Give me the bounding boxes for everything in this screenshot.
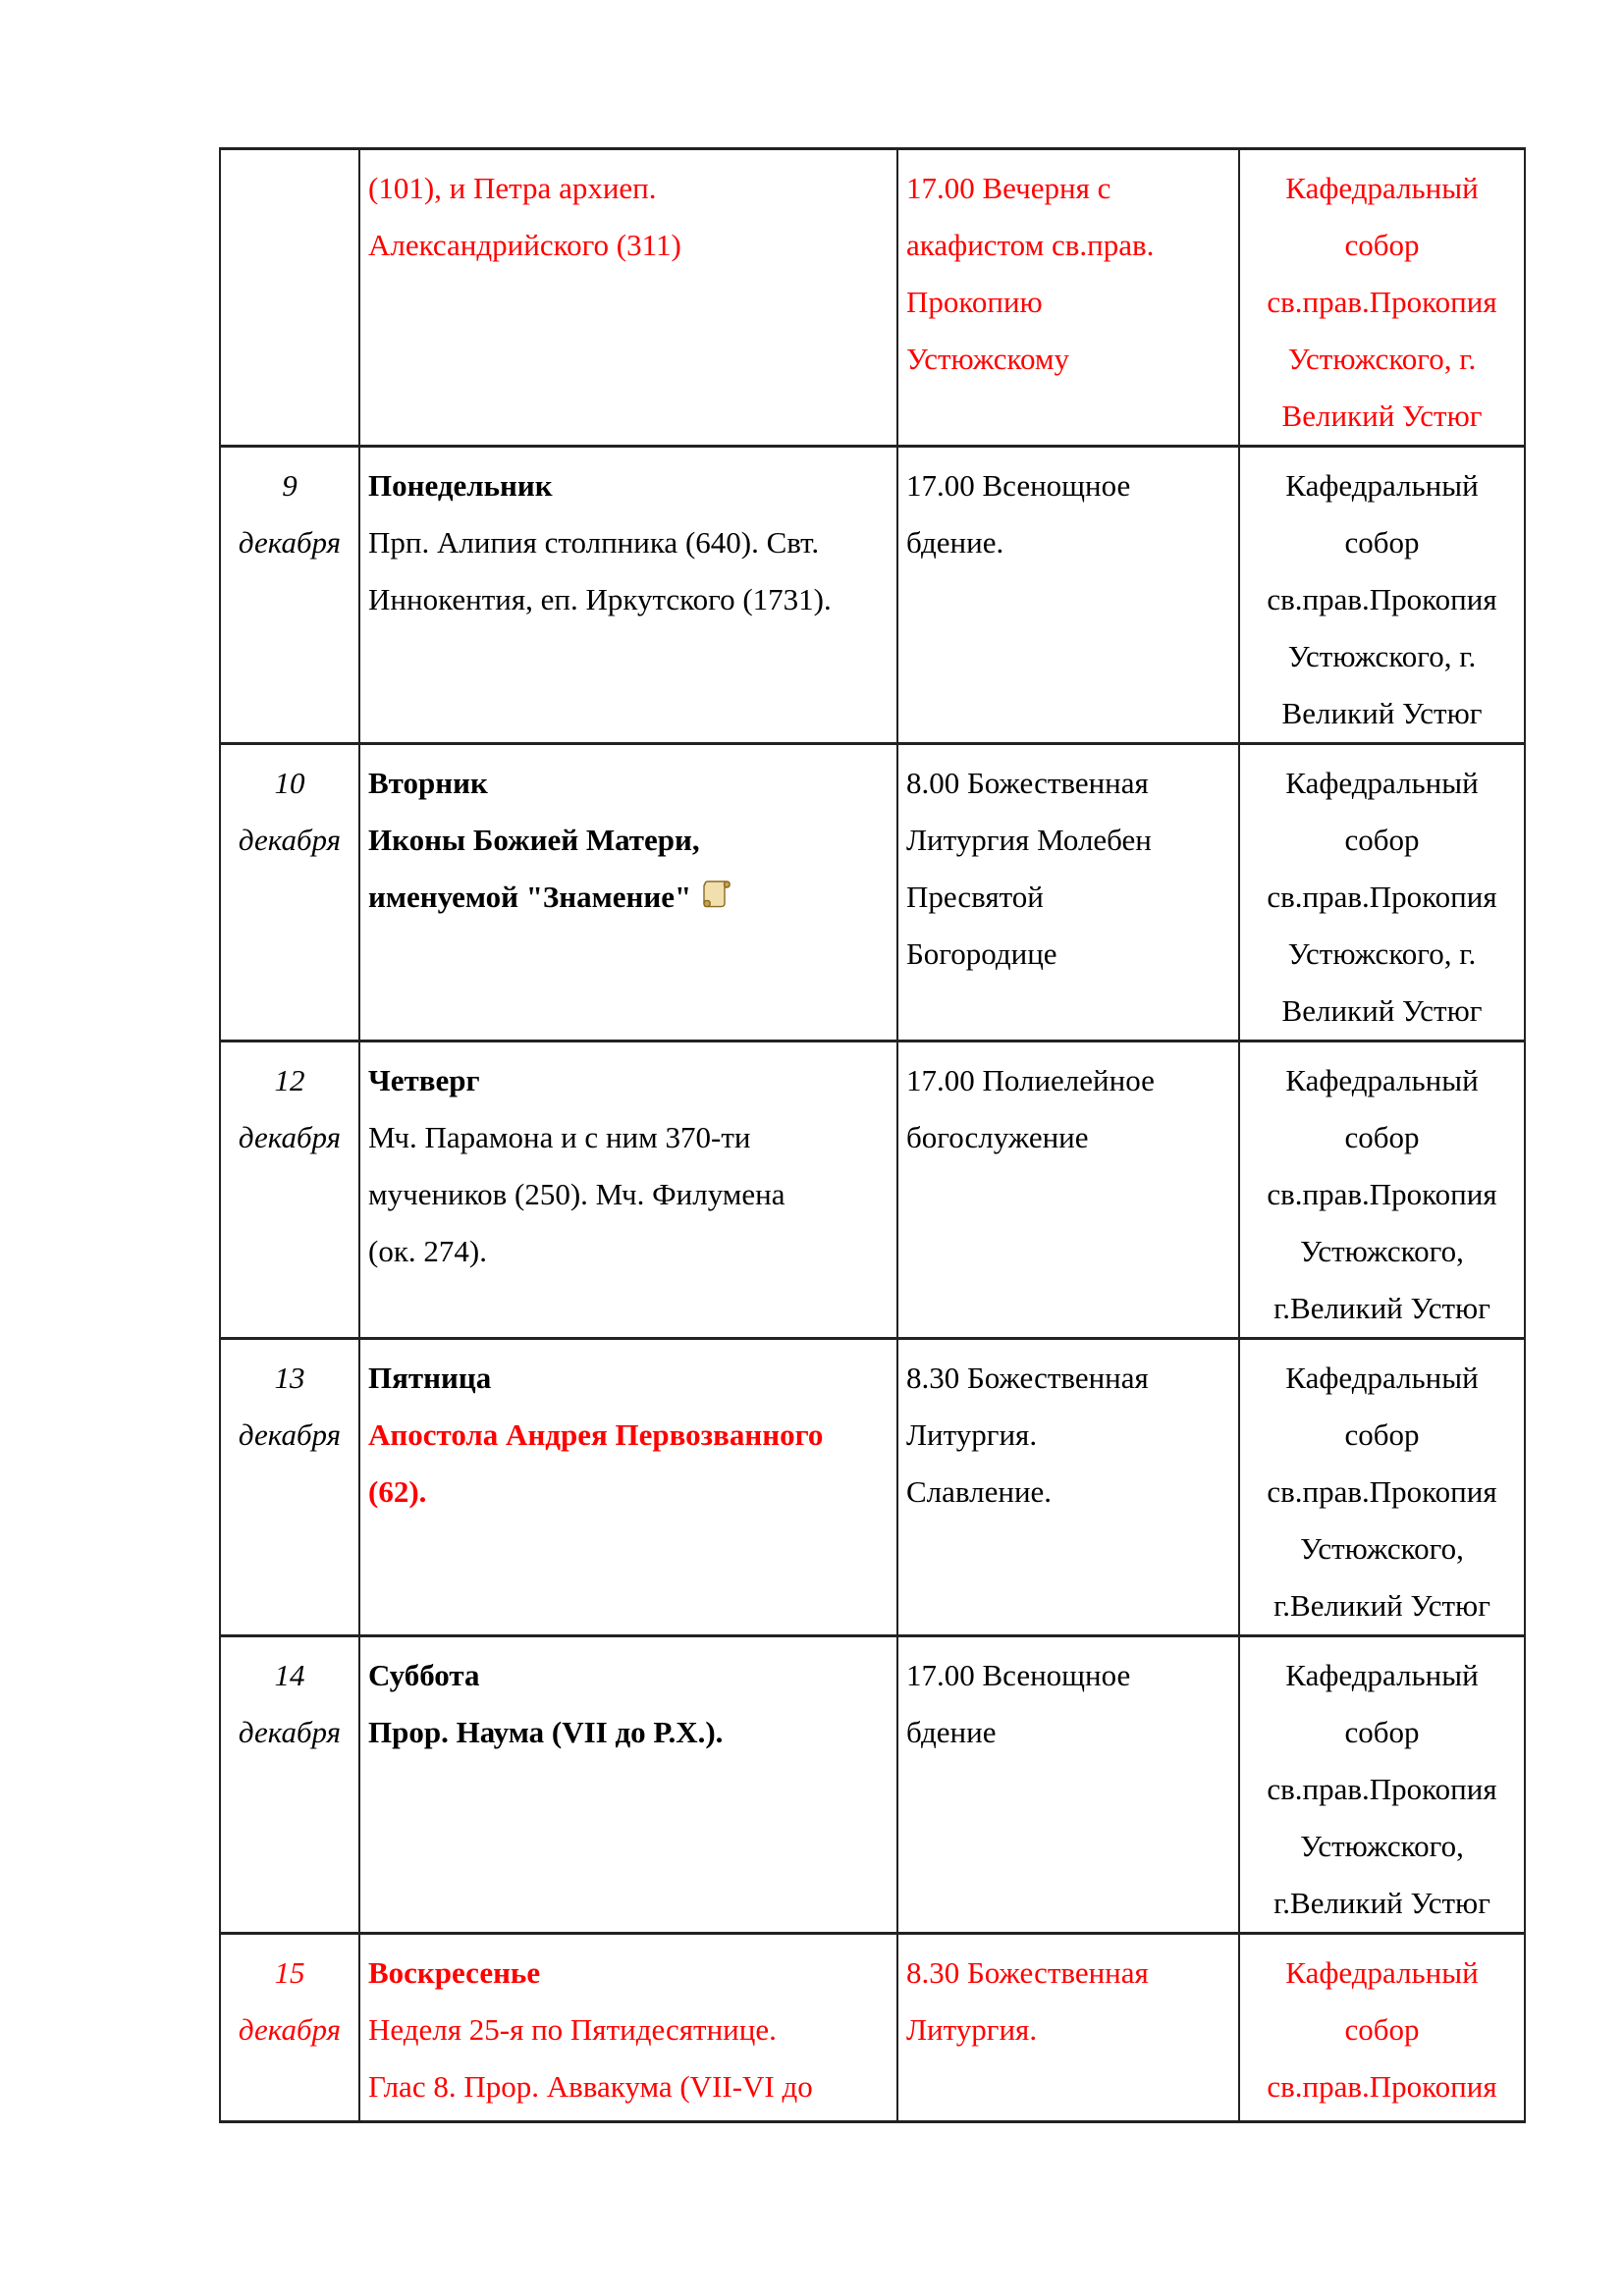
description-cell	[359, 1636, 897, 1934]
text-line: 8.30 Божественная	[906, 1361, 1149, 1395]
text-line: Кафедральный	[1285, 766, 1479, 800]
row-december-15	[220, 1934, 1525, 2122]
text-line: именуемой "Знамение"	[368, 869, 889, 926]
service-cell	[897, 1636, 1239, 1934]
row-december-14	[220, 1636, 1525, 1934]
text-line: Прп. Алипия столпника (640). Свт.	[368, 525, 820, 560]
date-cell	[220, 744, 359, 1041]
text-line: 17.00 Всенощное	[906, 468, 1131, 503]
text-line: богослужение	[906, 1120, 1089, 1154]
description-cell	[359, 447, 897, 744]
text-line: Кафедральный	[1285, 1955, 1479, 1990]
text-line: 17.00 Полиелейное	[906, 1063, 1155, 1097]
text-line: Великий Устюг	[1281, 399, 1483, 433]
description-cell	[359, 744, 897, 1041]
description-cell	[359, 1339, 897, 1636]
location-cell	[1239, 1339, 1525, 1636]
text-line: Понедельник	[368, 468, 553, 503]
text-line: собор	[1344, 228, 1420, 262]
row-december-9	[220, 447, 1525, 744]
text-line: св.прав.Прокопия	[1267, 2069, 1497, 2104]
text-line: декабря	[238, 1120, 342, 1154]
text-line: г.Великий Устюг	[1273, 1886, 1490, 1920]
date-cell	[220, 149, 359, 447]
text-line: св.прав.Прокопия	[1267, 285, 1497, 319]
row-december-10	[220, 744, 1525, 1041]
location-cell	[1239, 744, 1525, 1041]
text-line: Прор. Наума (VII до Р.Х.).	[368, 1715, 724, 1749]
service-cell	[897, 744, 1239, 1041]
text-line: собор	[1344, 2012, 1420, 2047]
text-line: бдение	[906, 1715, 997, 1749]
text-line: собор	[1344, 1715, 1420, 1749]
row-december-12	[220, 1041, 1525, 1339]
text-line: Мч. Парамона и с ним 370-ти	[368, 1120, 751, 1154]
description-cell	[359, 149, 897, 447]
text-line: Четверг	[368, 1063, 480, 1097]
text-line: Устюжского, г.	[1287, 342, 1477, 376]
service-cell	[897, 1339, 1239, 1636]
date-cell	[220, 1934, 359, 2122]
text-line: 14	[274, 1658, 305, 1692]
text-line: 12	[274, 1063, 305, 1097]
text-line: св.прав.Прокопия	[1267, 1177, 1497, 1211]
description-cell	[359, 1041, 897, 1339]
text-line: Иконы Божией Матери,	[368, 823, 700, 857]
text-line: декабря	[238, 823, 342, 857]
service-cell	[897, 447, 1239, 744]
text-line: Литургия Молебен	[906, 823, 1152, 857]
text-line: собор	[1344, 525, 1420, 560]
text-line: Александрийского (311)	[368, 228, 681, 262]
text-line: 9	[282, 468, 298, 503]
text-line: Пресвятой	[906, 880, 1044, 914]
location-cell	[1239, 1041, 1525, 1339]
date-cell	[220, 447, 359, 744]
text-line: Литургия.	[906, 2012, 1038, 2047]
text-line: Устюжского,	[1300, 1234, 1464, 1268]
text-line: Прокопию	[906, 285, 1043, 319]
text-line: св.прав.Прокопия	[1267, 880, 1497, 914]
text-line: Неделя 25-я по Пятидесятнице.	[368, 2012, 777, 2047]
location-cell	[1239, 149, 1525, 447]
service-cell	[897, 149, 1239, 447]
text-line: 8.30 Божественная	[906, 1955, 1149, 1990]
text-line: 10	[274, 766, 305, 800]
text-line: Глас 8. Прор. Аввакума (VII-VI до	[368, 2069, 813, 2104]
text-line: декабря	[238, 525, 342, 560]
text-line: Апостола Андрея Первозванного	[368, 1417, 824, 1452]
text-line: (62).	[368, 1474, 427, 1509]
text-line: Иннокентия, еп. Иркутского (1731).	[368, 582, 832, 616]
row-december-13	[220, 1339, 1525, 1636]
text-line: (ок. 274).	[368, 1234, 487, 1268]
text-line: Пятница	[368, 1361, 492, 1395]
date-cell	[220, 1041, 359, 1339]
text-line: Кафедральный	[1285, 1658, 1479, 1692]
text-line: св.прав.Прокопия	[1267, 1474, 1497, 1509]
row-continuation	[220, 149, 1525, 447]
text-line: г.Великий Устюг	[1273, 1588, 1490, 1623]
text-line: Устюжского, г.	[1287, 936, 1477, 971]
text-line: Суббота	[368, 1658, 480, 1692]
text-line: Кафедральный	[1285, 1361, 1479, 1395]
text-line: св.прав.Прокопия	[1267, 1772, 1497, 1806]
text-line: 15	[274, 1955, 305, 1990]
table-body	[220, 149, 1525, 2122]
text-line: собор	[1344, 1120, 1420, 1154]
location-cell	[1239, 1636, 1525, 1934]
text-line: св.прав.Прокопия	[1267, 582, 1497, 616]
date-cell	[220, 1339, 359, 1636]
text-line: декабря	[238, 2012, 342, 2047]
text-line: г.Великий Устюг	[1273, 1291, 1490, 1325]
text-line: акафистом св.прав.	[906, 228, 1155, 262]
scroll-icon	[698, 879, 733, 910]
text-line: мучеников (250). Мч. Филумена	[368, 1177, 785, 1211]
text-line: собор	[1344, 823, 1420, 857]
service-schedule-table	[219, 147, 1526, 2123]
text-line: Вторник	[368, 766, 488, 800]
location-cell	[1239, 1934, 1525, 2122]
text-line: Кафедральный	[1285, 468, 1479, 503]
text-line: 8.00 Божественная	[906, 766, 1149, 800]
text-line: 17.00 Всенощное	[906, 1658, 1131, 1692]
text-line: декабря	[238, 1417, 342, 1452]
text-line: Устюжского,	[1300, 1829, 1464, 1863]
text-line: Устюжскому	[906, 342, 1070, 376]
text-line: 17.00 Вечерня с	[906, 171, 1111, 205]
text-line: Великий Устюг	[1281, 696, 1483, 730]
location-cell	[1239, 447, 1525, 744]
text-line: Богородице	[906, 936, 1057, 971]
service-cell	[897, 1934, 1239, 2122]
text-line: (101), и Петра архиеп.	[368, 171, 657, 205]
text-line: Кафедральный	[1285, 1063, 1479, 1097]
text-line: Литургия.	[906, 1417, 1038, 1452]
text-line: Воскресенье	[368, 1955, 541, 1990]
text-line: Устюжского,	[1300, 1531, 1464, 1566]
text-line: Славление.	[906, 1474, 1053, 1509]
service-cell	[897, 1041, 1239, 1339]
text-line: бдение.	[906, 525, 1004, 560]
text-line: Великий Устюг	[1281, 993, 1483, 1028]
description-cell	[359, 1934, 897, 2122]
text-line: Кафедральный	[1285, 171, 1479, 205]
text-line: собор	[1344, 1417, 1420, 1452]
text-line: 13	[274, 1361, 305, 1395]
text-line: декабря	[238, 1715, 342, 1749]
date-cell	[220, 1636, 359, 1934]
text-line: Устюжского, г.	[1287, 639, 1477, 673]
